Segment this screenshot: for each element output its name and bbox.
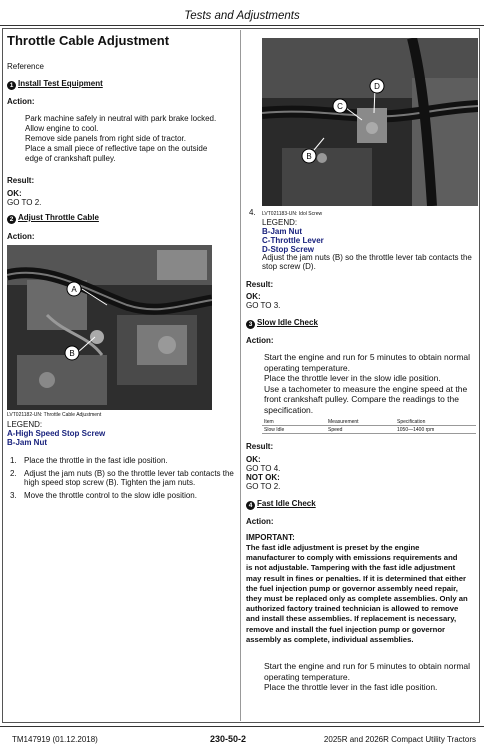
fast-idle-line: operating temperature. bbox=[264, 671, 350, 682]
not-ok-label: NOT OK: bbox=[246, 473, 280, 482]
action-2-label: Action: bbox=[246, 517, 274, 526]
step-3-link[interactable]: Slow Idle Check bbox=[257, 318, 318, 327]
goto-2-right: GO TO 2. bbox=[246, 482, 281, 491]
spec-header-cell: Item bbox=[264, 418, 274, 425]
step-text: Place the throttle in the fast idle position. bbox=[24, 456, 168, 465]
slow-idle-text bbox=[264, 352, 478, 416]
spec-cell: Speed bbox=[328, 426, 343, 433]
action-1-line: Place a small piece of reflective tape on the outside bbox=[25, 144, 208, 153]
callout-d bbox=[370, 79, 384, 93]
legend-title-right: LEGEND: bbox=[262, 218, 298, 227]
fast-idle-line: Start the engine and run for 5 minutes to obtain normal bbox=[264, 661, 471, 671]
step-2-link[interactable]: Adjust Throttle Cable bbox=[18, 213, 99, 222]
action-1-line: Allow engine to cool. bbox=[25, 124, 99, 133]
legend-item: A-High Speed Stop Screw bbox=[7, 429, 106, 438]
page-header bbox=[0, 0, 484, 26]
reference-label: Reference bbox=[7, 62, 44, 71]
page-footer bbox=[0, 726, 484, 748]
figure-caption-left: LVT021182-UN: Throttle Cable Adjustment bbox=[7, 412, 102, 418]
action-label: Action: bbox=[7, 97, 35, 106]
important-line: The fast idle adjustment is preset by the engine bbox=[246, 543, 420, 552]
step-number: 1. bbox=[10, 456, 17, 465]
step-number: 2. bbox=[10, 469, 17, 478]
step-1-badge: 1 bbox=[7, 81, 16, 90]
svg-text:D: D bbox=[374, 82, 380, 91]
action-1-line: edge of crankshaft pulley. bbox=[25, 154, 116, 163]
legend-item: C-Throttle Lever bbox=[262, 236, 324, 245]
step-3-badge: 3 bbox=[246, 320, 255, 329]
step-text: Adjust the jam nuts (B) so the throttle lever tab contacts the bbox=[24, 469, 234, 478]
legend-item: B-Jam Nut bbox=[262, 227, 303, 236]
spec-table-row bbox=[262, 426, 476, 434]
header-title: Tests and Adjustments bbox=[184, 10, 300, 22]
slow-idle-line: Start the engine and run for 5 minutes to obtain normal bbox=[264, 352, 471, 362]
step-4-link[interactable]: Fast Idle Check bbox=[257, 499, 316, 508]
callout-b bbox=[302, 149, 316, 163]
slow-idle-line: specification. bbox=[264, 404, 314, 415]
legend-item: B-Jam Nut bbox=[7, 438, 48, 447]
spec-table bbox=[262, 418, 476, 434]
step-text: high speed stop screw (B). Tighten the jam nuts. bbox=[24, 478, 196, 487]
slow-idle-line: Use a tachometer to measure the engine speed at the bbox=[264, 383, 468, 394]
step-2-heading[interactable] bbox=[7, 213, 99, 224]
result-label: Result: bbox=[246, 280, 274, 289]
important-label: IMPORTANT: bbox=[246, 533, 295, 542]
action-label: Action: bbox=[246, 336, 274, 345]
spec-header-cell: Measurement bbox=[328, 418, 359, 425]
svg-text:B: B bbox=[69, 349, 75, 358]
page-title: Throttle Cable Adjustment bbox=[7, 33, 170, 48]
important-line: remove and install the fuel injection pump or governor bbox=[246, 624, 446, 634]
step-4-text: stop screw (D). bbox=[262, 262, 316, 271]
idle-screw-illustration bbox=[262, 38, 478, 206]
fast-idle-text bbox=[264, 661, 478, 693]
action-1-line: Park machine safely in neutral with park brake locked. bbox=[25, 114, 217, 123]
step-4-number: 4. bbox=[249, 208, 256, 217]
step-3-heading[interactable] bbox=[246, 318, 318, 329]
idle-screw-photo bbox=[262, 38, 478, 206]
slow-idle-line: Place the throttle lever in the slow idle position. bbox=[264, 373, 441, 384]
slow-idle-line: front crankshaft pulley. Compare the readings to the bbox=[264, 394, 459, 405]
callout-b bbox=[65, 346, 79, 360]
callout-c bbox=[333, 99, 347, 113]
column-divider bbox=[240, 30, 241, 721]
action-1-line: Remove side panels from right side of tractor. bbox=[25, 134, 186, 143]
result-label: Result: bbox=[246, 442, 274, 451]
important-line: is not adjustable. Tampering with the fast idle adjustment bbox=[246, 563, 456, 573]
step-2-badge: 2 bbox=[7, 215, 16, 224]
footer-title: 2025R and 2026R Compact Utility Tractors bbox=[323, 735, 476, 744]
ok-label: OK: bbox=[7, 189, 22, 198]
goto-2: GO TO 2. bbox=[7, 198, 42, 207]
important-line: manufacturer to comply with emissions requirements and bbox=[246, 553, 458, 563]
step-1-heading[interactable] bbox=[7, 79, 103, 90]
step-text: Move the throttle control to the slow idle position. bbox=[24, 491, 197, 500]
goto-3: GO TO 3. bbox=[246, 301, 281, 310]
important-line: the fuel injection pump or governor assembly need repair, bbox=[246, 583, 458, 593]
step-number: 3. bbox=[10, 491, 17, 500]
svg-text:A: A bbox=[71, 285, 77, 294]
important-line: assembly as complete, individual assemblies. bbox=[246, 634, 414, 644]
spec-table-header bbox=[262, 418, 476, 426]
important-text bbox=[246, 543, 478, 645]
fast-idle-line: Place the throttle lever in the fast idle position. bbox=[264, 682, 438, 693]
step-4-text: Adjust the jam nuts (B) so the throttle lever tab contacts the bbox=[262, 253, 472, 262]
ok-label: OK: bbox=[246, 292, 261, 301]
action-2-label: Action: bbox=[7, 232, 35, 241]
spec-cell: 1050—1400 rpm bbox=[397, 426, 435, 433]
throttle-cable-photo bbox=[7, 245, 212, 410]
action-1-text bbox=[25, 114, 237, 164]
slow-idle-line: operating temperature. bbox=[264, 362, 350, 373]
legend-title-left: LEGEND: bbox=[7, 420, 43, 429]
footer-page-number: 230-50-2 bbox=[210, 734, 247, 744]
figure-caption-right: LVT021183-UN: Idol Screw bbox=[262, 211, 323, 217]
important-line: may result in fines or penalties. If it is determined that either bbox=[246, 573, 467, 583]
legend-item: D-Stop Screw bbox=[262, 245, 315, 254]
goto-4: GO TO 4. bbox=[246, 464, 281, 473]
important-line: and install these assemblies. If replacement is necessary, bbox=[246, 614, 457, 624]
result-label: Result: bbox=[7, 176, 35, 185]
svg-text:B: B bbox=[306, 152, 312, 161]
step-4-badge: 4 bbox=[246, 501, 255, 510]
important-line: they must be replaced only as complete assemblies. Only an bbox=[246, 594, 468, 604]
callout-a bbox=[67, 282, 81, 296]
spec-cell: Slow Idle bbox=[264, 426, 285, 433]
step-4-heading[interactable] bbox=[246, 499, 316, 510]
spec-header-cell: Specification bbox=[397, 418, 426, 425]
important-line: authorized factory trained technician is allowed to remove bbox=[246, 604, 459, 614]
footer-doc-id: TM147919 (01.12.2018) bbox=[12, 735, 98, 744]
svg-text:C: C bbox=[337, 102, 343, 111]
step-1-link[interactable]: Install Test Equipment bbox=[18, 79, 103, 88]
ok-label: OK: bbox=[246, 455, 261, 464]
throttle-cable-illustration bbox=[7, 245, 212, 410]
